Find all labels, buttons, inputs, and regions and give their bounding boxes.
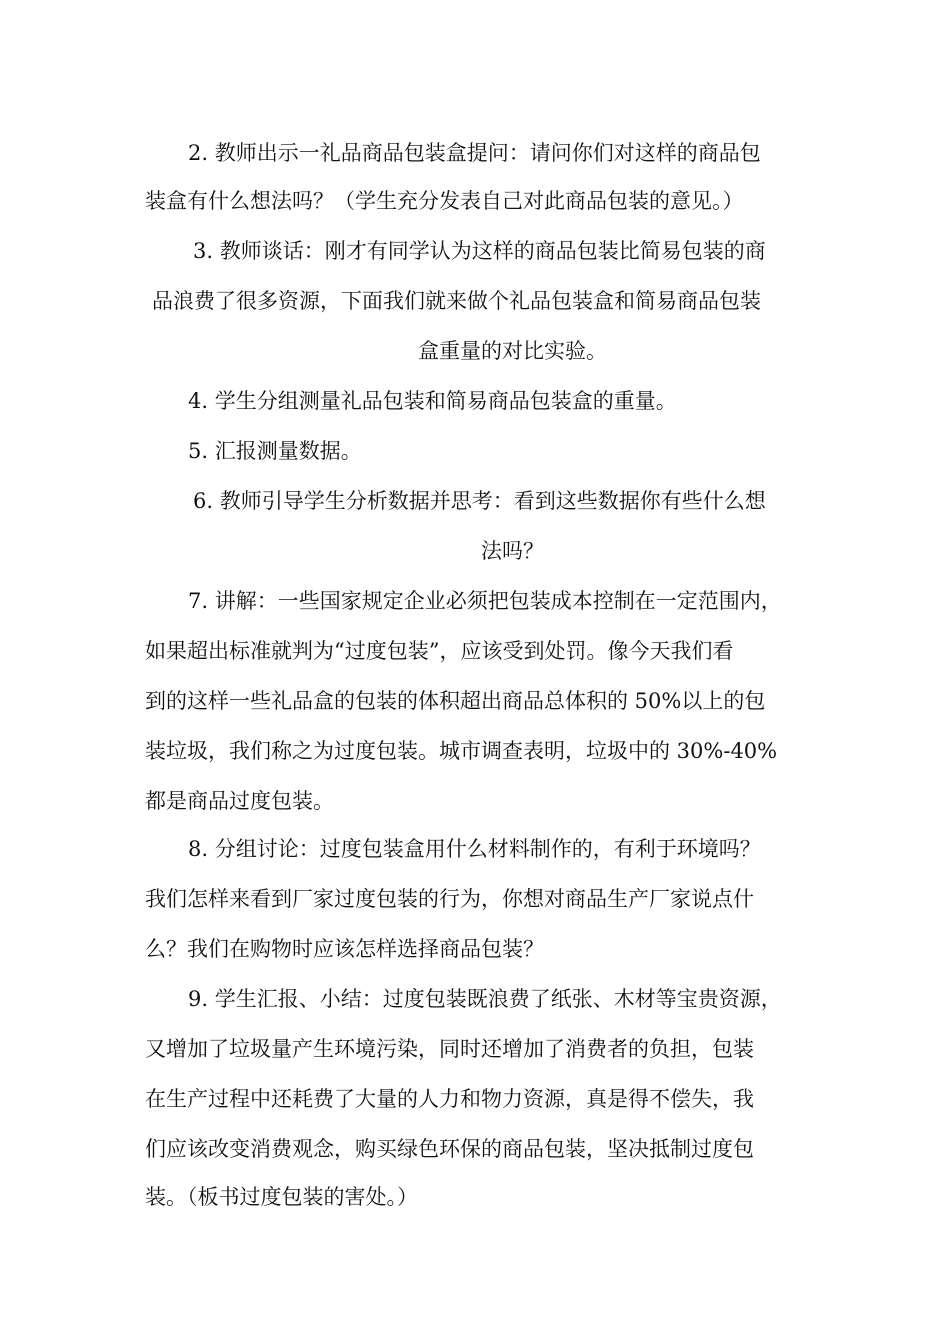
paragraph-8-line-3: 么？我们在购物时应该怎样选择商品包装？ [145,937,544,961]
paragraph-3-line-2: 品浪费了很多资源，下面我们就来做个礼品包装盒和简易商品包装 [152,289,761,313]
paragraph-7-line-2: 如果超出标准就判为“过度包装”，应该受到处罚。像今天我们看 [145,639,734,663]
paragraph-7-line-3: 到的这样一些礼品盒的包装的体积超出商品总体积的 50%以上的包 [145,689,766,713]
paragraph-9-line-5: 装。（板书过度包装的害处。） [145,1185,418,1209]
paragraph-9-line-4: 们应该改变消费观念，购买绿色环保的商品包装，坚决抵制过度包 [145,1137,754,1161]
paragraph-9-line-1: 9. 学生汇报、小结：过度包装既浪费了纸张、木材等宝贵资源， [188,987,782,1011]
paragraph-7-line-5: 都是商品过度包装。 [145,789,334,813]
paragraph-7-line-1: 7. 讲解：一些国家规定企业必须把包装成本控制在一定范围内， [188,589,782,613]
paragraph-6-line-2: 法吗？ [481,539,544,563]
paragraph-3-line-1: 3. 教师谈话：刚才有同学认为这样的商品包装比简易包装的商 [193,239,766,263]
paragraph-4-line-1: 4. 学生分组测量礼品包装和简易商品包装盒的重量。 [188,389,677,413]
paragraph-2-line-2: 装盒有什么想法吗？（学生充分发表自己对此商品包装的意见。） [145,189,744,213]
paragraph-9-line-3: 在生产过程中还耗费了大量的人力和物力资源，真是得不偿失，我 [145,1087,754,1111]
paragraph-3-line-3: 盒重量的对比实验。 [418,339,607,363]
paragraph-9-line-2: 又增加了垃圾量产生环境污染，同时还增加了消费者的负担，包装 [145,1037,754,1061]
paragraph-6-line-1: 6. 教师引导学生分析数据并思考：看到这些数据你有些什么想 [193,489,766,513]
paragraph-8-line-1: 8. 分组讨论：过度包装盒用什么材料制作的，有利于环境吗？ [188,837,761,861]
paragraph-2-line-1: 2. 教师出示一礼品商品包装盒提问：请问你们对这样的商品包 [188,141,761,165]
paragraph-8-line-2: 我们怎样来看到厂家过度包装的行为，你想对商品生产厂家说点什 [145,887,754,911]
paragraph-7-line-4: 装垃圾，我们称之为过度包装。城市调查表明，垃圾中的 30%-40% [145,739,778,763]
paragraph-5-line-1: 5. 汇报测量数据。 [188,439,362,463]
